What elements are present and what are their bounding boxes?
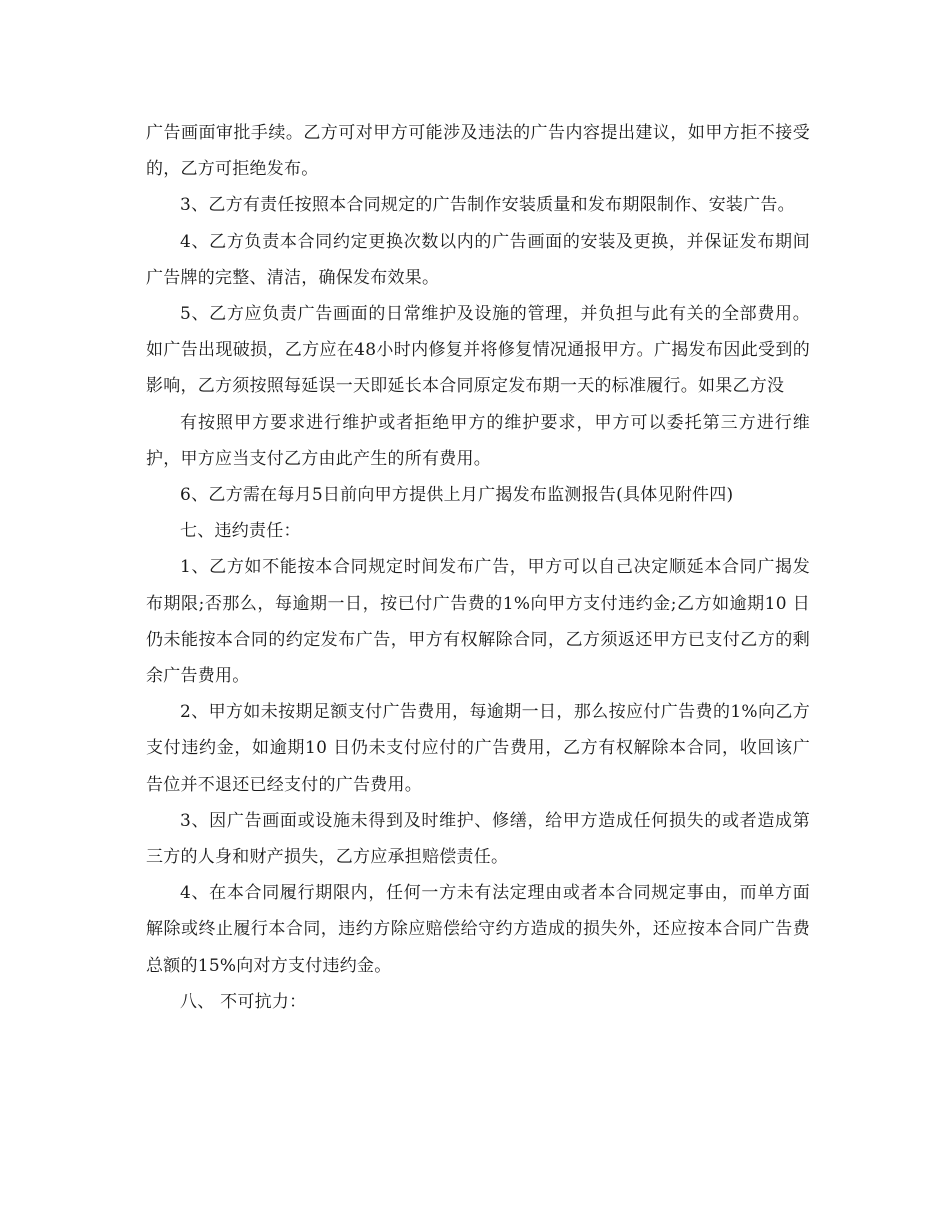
paragraph-clause-5: 5、乙方应负责广告画面的日常维护及设施的管理，并负担与此有关的全部费用。如广告出现破损，乙方应在48小时内修复并将修复情况通报甲方。广揭发布因此受到的影响，乙方须按照每延误一天即延长本合同原定发布期一天的标准履行。如果乙方没 <box>146 304 810 397</box>
paragraph-breach-1: 1、乙方如不能按本合同规定时间发布广告，甲方可以自己决定顺延本合同广揭发布期限;否那么，每逾期一日，按已付广告费的1%向甲方支付违约金;乙方如逾期10 日仍未能按本合同的约定发布广告，甲方有权解除合同，乙方须返还甲方已支付乙方的剩余广告费用。 <box>146 557 810 687</box>
paragraph-approval-continuation: 广告画面审批手续。乙方可对甲方可能涉及违法的广告内容提出建议，如甲方拒不接受的，乙方可拒绝发布。 <box>146 123 810 180</box>
paragraph-breach-3: 3、因广告画面或设施未得到及时维护、修缮，给甲方造成任何损失的或者造成第三方的人身和财产损失，乙方应承担赔偿责任。 <box>146 810 810 868</box>
paragraph-clause-4: 4、乙方负责本合同约定更换次数以内的广告画面的安装及更换，并保证发布期间广告牌的完整、清洁，确保发布效果。 <box>146 231 810 288</box>
section-heading-breach-liability: 七、违约责任： <box>180 521 301 542</box>
section-heading-force-majeure: 八、 不可抗力： <box>180 991 307 1012</box>
paragraph-clause-6: 6、乙方需在每月5日前向甲方提供上月广揭发布监测报告(具体见附件四) <box>180 485 734 506</box>
paragraph-breach-2: 2、甲方如未按期足额支付广告费用，每逾期一日，那么按应付广告费的1%向乙方支付违约金，如逾期10 日仍未支付应付的广告费用，乙方有权解除本合同，收回该广告位并不退还已经支付的广告费用。 <box>146 702 810 795</box>
paragraph-clause-5-continued: 有按照甲方要求进行维护或者拒绝甲方的维护要求，甲方可以委托第三方进行维护，甲方应当支付乙方由此产生的所有费用。 <box>146 412 810 469</box>
document-body <box>146 115 810 1020</box>
paragraph-breach-4: 4、在本合同履行期限内，任何一方未有法定理由或者本合同规定事由，而单方面解除或终止履行本合同，违约方除应赔偿给守约方造成的损失外，还应按本合同广告费总额的15%向对方支付违约金。 <box>146 883 810 976</box>
paragraph-clause-3: 3、乙方有责任按照本合同规定的广告制作安装质量和发布期限制作、安装广告。 <box>180 195 795 216</box>
